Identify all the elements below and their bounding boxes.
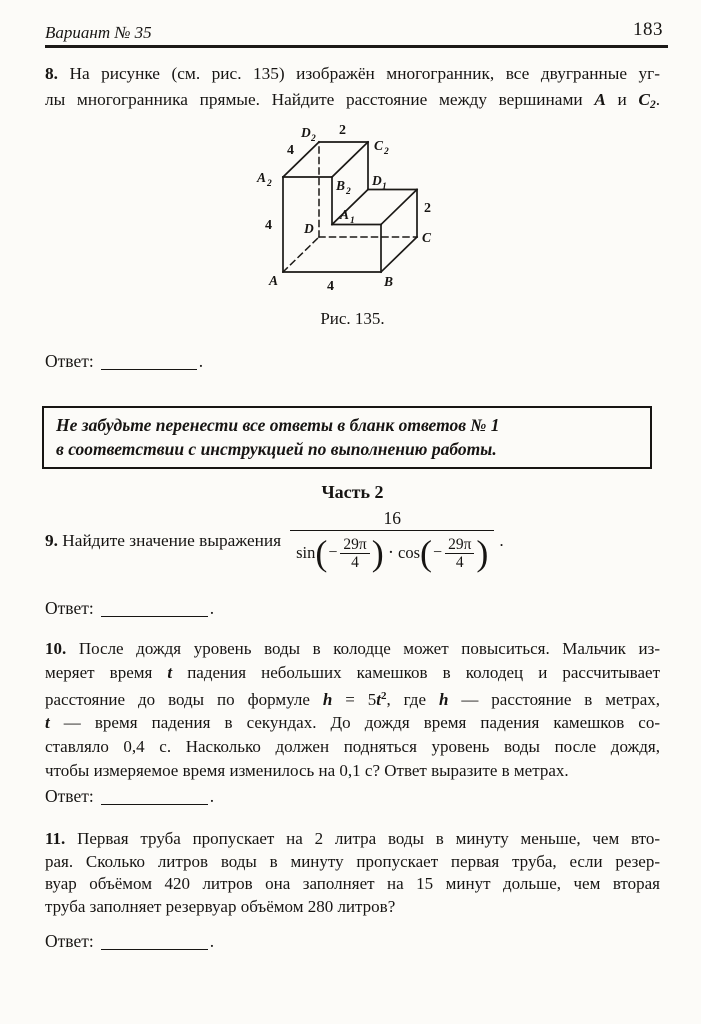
answer-period: . xyxy=(209,598,215,618)
inner-fraction-sin xyxy=(340,536,369,571)
answer-blank xyxy=(101,616,208,617)
answer-row-11 xyxy=(45,931,214,952)
problem-10-text: ставляло 0,4 с. Насколько должен подняться уровень воды после дождя, xyxy=(45,737,660,757)
problem-10-text: меряет время xyxy=(45,662,168,682)
notice-line-1: Не забудьте перенести все ответы в бланк ответов № 1 xyxy=(56,415,500,435)
figure-caption: Рис. 135. xyxy=(320,309,385,328)
inner-denominator: 4 xyxy=(340,553,369,571)
problem-8-line-1 xyxy=(45,61,660,87)
cos-label: cos xyxy=(398,543,421,562)
problem-8-text: На рисунке (см. рис. 135) изображён многогранник, все двугранные уг- xyxy=(57,64,660,83)
problem-8-text: и xyxy=(605,89,639,109)
inner-fraction-cos xyxy=(445,536,474,571)
dim-slant-4: 4 xyxy=(287,143,294,158)
inner-numerator: 29π xyxy=(343,535,367,553)
problem-8-text: лы многогранника прямые. Найдите расстояние между вершинами xyxy=(45,89,595,109)
var-t: t xyxy=(376,689,381,709)
answer-row-8 xyxy=(45,351,203,372)
var-t: t xyxy=(167,662,173,682)
dim-left-4: 4 xyxy=(265,218,272,233)
page-number: 183 xyxy=(633,19,663,40)
label-vertex-c2-sub: 2 xyxy=(384,147,389,157)
problem-8-number: 8. xyxy=(45,64,58,83)
answer-label: Ответ: xyxy=(45,598,94,618)
problem-10-number: 10. xyxy=(45,639,67,658)
answer-blank xyxy=(101,369,197,370)
part-2-heading: Часть 2 xyxy=(321,482,384,502)
problem-11-text: рая. Сколько литров воды в минуту пропускает первая труба, если резер- xyxy=(45,851,660,871)
problem-11-number: 11. xyxy=(45,829,66,848)
fraction-denominator xyxy=(290,530,494,573)
vertex-a-ref: A xyxy=(594,89,606,109)
vertex-c2-sub: 2 xyxy=(649,98,656,111)
problem-8-text: . xyxy=(655,89,661,109)
answer-blank xyxy=(101,949,208,950)
label-vertex-b2-sub: 2 xyxy=(346,187,351,197)
left-paren: ( xyxy=(420,533,433,573)
edge-b-c xyxy=(381,237,417,272)
answer-row-10 xyxy=(45,786,214,807)
problem-11-text: труба заполняет резервуар объёмом 280 литров? xyxy=(45,896,396,916)
label-vertex-b2: B xyxy=(336,178,346,193)
var-t: t xyxy=(45,713,50,733)
inner-denominator: 4 xyxy=(445,553,474,571)
label-vertex-d2-sub: 2 xyxy=(311,134,316,144)
edge-b2-c2 xyxy=(332,142,368,177)
label-vertex-a2-sub: 2 xyxy=(267,179,272,189)
fraction-numerator: 16 xyxy=(383,508,401,528)
problem-9 xyxy=(45,508,605,573)
vertex-c2-ref: C xyxy=(638,89,650,109)
problem-10-line-6 xyxy=(45,759,660,783)
multiplication-dot: · xyxy=(387,542,395,563)
variant-label: Вариант № 35 xyxy=(45,23,152,42)
label-vertex-a1: A xyxy=(340,207,350,222)
problem-11 xyxy=(45,828,660,918)
answer-label: Ответ: xyxy=(45,351,94,371)
header-rule xyxy=(45,45,668,48)
problem-9-text: Найдите значение выражения xyxy=(57,530,282,550)
problem-10-text: падения небольших камешков в колодец и рассчитывает xyxy=(172,662,660,682)
problem-10 xyxy=(45,637,660,783)
problem-10-line-2 xyxy=(45,661,660,685)
right-paren: ) xyxy=(371,533,384,573)
problem-10-text: После дождя уровень воды в колодце может повыситься. Мальчик из- xyxy=(66,639,660,658)
notice-box xyxy=(42,406,652,469)
dim-right-2: 2 xyxy=(424,201,431,216)
edge-b1-c1 xyxy=(381,190,417,225)
answer-label: Ответ: xyxy=(45,786,94,806)
label-vertex-b: B xyxy=(384,274,394,289)
problem-11-line-2 xyxy=(45,851,660,874)
label-vertex-d: D xyxy=(304,221,314,236)
label-vertex-d2: D xyxy=(301,125,311,140)
problem-10-text: расстояние до воды по формуле xyxy=(45,689,323,709)
answer-period: . xyxy=(209,786,215,806)
exponent-2: 2 xyxy=(380,689,387,702)
problem-11-text: Первая труба пропускает на 2 литра воды в минуту меньше, чем вто- xyxy=(65,829,660,848)
expression-period: . xyxy=(499,530,504,550)
inner-numerator: 29π xyxy=(448,535,472,553)
problem-10-line-5 xyxy=(45,735,660,759)
problem-10-text: = 5 xyxy=(332,689,377,709)
problem-9-number: 9. xyxy=(45,530,58,550)
label-vertex-c: C xyxy=(422,230,432,245)
var-h: h xyxy=(438,689,449,709)
answer-row-9 xyxy=(45,598,214,619)
answer-period: . xyxy=(198,351,204,371)
label-vertex-a2: A xyxy=(257,170,267,185)
dim-top-2: 2 xyxy=(339,123,346,138)
minus-sign: − xyxy=(433,544,443,561)
problem-11-line-4 xyxy=(45,896,660,919)
problem-10-text: — время падения в секундах. До дождя время падения камешков со- xyxy=(49,713,660,733)
problem-10-text: чтобы измеряемое время изменилось на 0,1 с? Ответ выразите в метрах. xyxy=(45,760,569,780)
minus-sign: − xyxy=(328,544,338,561)
label-vertex-a1-sub: 1 xyxy=(350,216,355,226)
var-h: h xyxy=(322,689,333,709)
label-vertex-a: A xyxy=(269,273,279,288)
answer-label: Ответ: xyxy=(45,931,94,951)
dim-bottom-4: 4 xyxy=(327,279,334,294)
problem-11-line-1 xyxy=(45,828,660,851)
problem-8 xyxy=(45,61,660,118)
problem-10-line-3 xyxy=(45,685,660,712)
problem-10-line-1 xyxy=(45,637,660,661)
label-vertex-c2: C xyxy=(374,138,384,153)
polyhedron-figure xyxy=(253,112,453,300)
answer-period: . xyxy=(209,931,215,951)
edge-a-d xyxy=(283,237,319,272)
label-vertex-d1-sub: 1 xyxy=(382,182,387,192)
answer-blank xyxy=(101,804,208,805)
left-paren: ( xyxy=(315,533,328,573)
problem-10-text: , где xyxy=(386,689,439,709)
problem-11-line-3 xyxy=(45,873,660,896)
problem-11-text: вуар объёмом 420 литров она заполняет на 15 минут дольше, чем вторая xyxy=(45,874,660,893)
label-vertex-d1: D xyxy=(372,173,382,188)
right-paren: ) xyxy=(476,533,489,573)
sin-label: sin xyxy=(296,543,316,562)
problem-10-line-4 xyxy=(45,711,660,735)
notice-line-2: в соответствии с инструкцией по выполнению работы. xyxy=(56,439,497,459)
fraction xyxy=(290,508,494,573)
problem-10-text: — расстояние в метрах, xyxy=(448,689,660,709)
